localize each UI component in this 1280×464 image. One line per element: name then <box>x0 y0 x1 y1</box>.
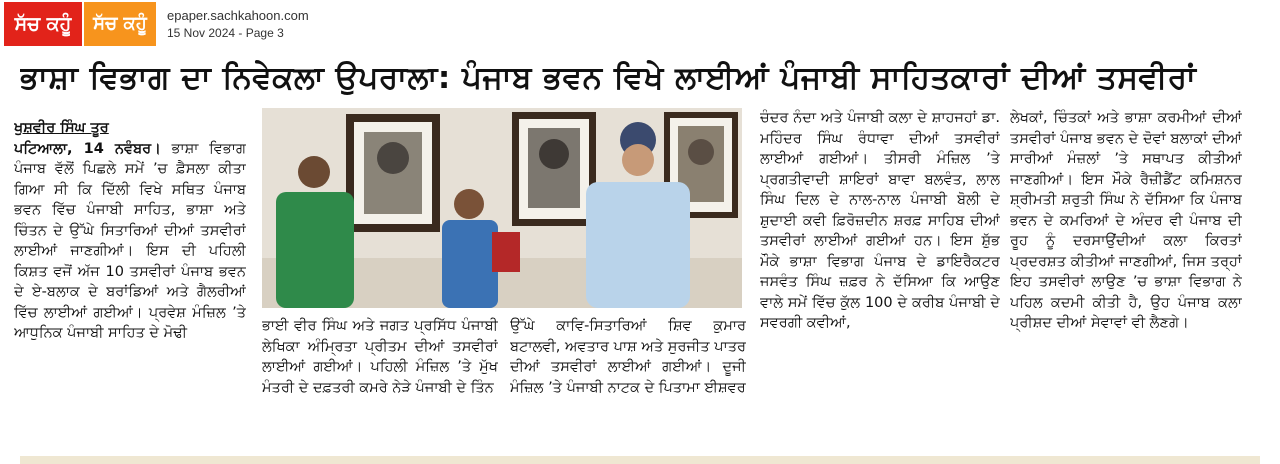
logo-left: ਸੱਚ ਕਹੂੰ <box>4 2 82 46</box>
site-url[interactable]: epaper.sachkahoon.com <box>167 8 309 23</box>
page-header <box>0 0 1280 50</box>
newspaper-logo[interactable] <box>4 2 156 46</box>
article-column-4: ਚੰਦਰ ਨੰਦਾ ਅਤੇ ਪੰਜਾਬੀ ਕਲਾ ਦੇ ਸ਼ਾਹਜਹਾਂ ਡਾ. ਮਹਿੰਦਰ ਸਿੰਘ ਰੰਧਾਵਾ ਦੀਆਂ ਤਸਵੀਰਾਂ ਲਾਈਆਂ ਗਈਆਂ। ਤੀਸਰੀ ਮੰਜ਼ਿਲ ’ਤੇ ਪ੍ਰਗਤੀਵਾਦੀ ਸ਼ਾਇਰਾਂ ਬਾਵਾ ਬਲਵੰਤ, ਲਾਲ ਸਿੰਘ ਦਿਲ ਦੇ ਨਾਲ-ਨਾਲ ਪੰਜਾਬੀ ਬੋਲੀ ਦੇ ਸ਼ੁਦਾਈ ਕਵੀ ਫ਼ਿਰੋਜ਼ਦੀਨ ਸ਼ਰਫ਼ ਸਾਹਿਬ ਦੀਆਂ ਤਸਵੀਰਾਂ ਲਾਈਆਂ ਗਈਆਂ ਹਨ। ਇਸ ਸ਼ੁੱਭ ਮੌਕੇ ਭਾਸ਼ਾ ਵਿਭਾਗ ਪੰਜਾਬ ਦੇ ਡਾਇਰੈਕਟਰ ਜਸਵੰਤ ਸਿੰਘ ਜ਼ਫ਼ਰ ਨੇ ਦੱਸਿਆ ਕਿ ਆਉਣ ਵਾਲੇ ਸਮੇਂ ਵਿੱਚ ਕੁੱਲ 100 ਦੇ ਕਰੀਬ ਪੰਜਾਬੀ ਦੇ ਸਵਰਗੀ ਕਵੀਆਂ, <box>760 110 1000 331</box>
article-column-3: ਉੱਘੇ ਕਾਵਿ-ਸਿਤਾਰਿਆਂ ਸ਼ਿਵ ਕੁਮਾਰ ਬਟਾਲਵੀ, ਅਵਤਾਰ ਪਾਸ਼ ਅਤੇ ਸੁਰਜੀਤ ਪਾਤਰ ਦੀਆਂ ਤਸਵੀਰਾਂ ਲਾਈਆਂ ਗਈਆਂ। ਦੂਜੀ ਮੰਜ਼ਿਲ ’ਤੇ ਪੰਜਾਬੀ ਨਾਟਕ ਦੇ ਪਿਤਾਮਾ ਈਸ਼ਵਰ <box>510 318 746 396</box>
column-1-text: ਭਾਸ਼ਾ ਵਿਭਾਗ ਪੰਜਾਬ ਵੱਲੋਂ ਪਿਛਲੇ ਸਮੇਂ ’ਚ ਫ਼ੈਸਲਾ ਕੀਤਾ ਗਿਆ ਸੀ ਕਿ ਦਿੱਲੀ ਵਿਖੇ ਸਥਿਤ ਪੰਜਾਬ ਭਵਨ ਵਿੱਚ ਪੰਜਾਬੀ ਸਾਹਿਤ, ਭਾਸ਼ਾ ਅਤੇ ਚਿੰਤਨ ਦੇ ਉੱਘੇ ਸਿਤਾਰਿਆਂ ਦੀਆਂ ਤਸਵੀਰਾਂ ਲਾਈਆਂ ਜਾਣਗੀਆਂ। ਇਸ ਦੀ ਪਹਿਲੀ ਕਿਸ਼ਤ ਵਜੋਂ ਅੱਜ 10 ਤਸਵੀਰਾਂ ਪੰਜਾਬ ਭਵਨ ਦੇ ਏ-ਬਲਾਕ ਦੇ ਬਰਾਂਡਿਆਂ ਅਤੇ ਗੈਲਰੀਆਂ ਵਿੱਚ ਲਾਈਆਂ ਗਈਆਂ। ਪ੍ਰਵੇਸ਼ ਮੰਜ਼ਿਲ ’ਤੇ ਆਧੁਨਿਕ ਪੰਜਾਬੀ ਸਾਹਿਤ ਦੇ ਮੋਢੀ <box>14 140 246 341</box>
next-article-edge <box>20 456 1260 464</box>
article-photo <box>262 108 742 308</box>
article-column-2: ਭਾਈ ਵੀਰ ਸਿੰਘ ਅਤੇ ਜਗਤ ਪ੍ਰਸਿੱਧ ਪੰਜਾਬੀ ਲੇਖਿਕਾ ਅੰਮ੍ਰਿਤਾ ਪ੍ਰੀਤਮ ਦੀਆਂ ਤਸਵੀਰਾਂ ਲਾਈਆਂ ਗਈਆਂ। ਪਹਿਲੀ ਮੰਜ਼ਿਲ ’ਤੇ ਮੁੱਖ ਮੰਤਰੀ ਦੇ ਦਫ਼ਤਰੀ ਕਮਰੇ ਨੇੜੇ ਪੰਜਾਬੀ ਦੇ ਤਿੰਨ <box>262 318 498 396</box>
logo-right: ਸੱਚ ਕਹੂੰ <box>84 2 156 46</box>
byline: ਖੁਸ਼ਵੀਰ ਸਿੰਘ ਤੂਰ <box>14 120 109 136</box>
photo-illustration <box>262 108 742 308</box>
dateline: ਪਟਿਆਲਾ, 14 ਨਵੰਬਰ। <box>14 140 161 157</box>
article-column-5: ਲੇਖਕਾਂ, ਚਿੰਤਕਾਂ ਅਤੇ ਭਾਸ਼ਾ ਕਰਮੀਆਂ ਦੀਆਂ ਤਸਵੀਰਾਂ ਪੰਜਾਬ ਭਵਨ ਦੇ ਦੋਵਾਂ ਬਲਾਕਾਂ ਦੀਆਂ ਸਾਰੀਆਂ ਮੰਜ਼ਲਾਂ ’ਤੇ ਸਥਾਪਤ ਕੀਤੀਆਂ ਜਾਣਗੀਆਂ। ਇਸ ਮੌਕੇ ਰੈਜ਼ੀਡੈਂਟ ਕਮਿਸ਼ਨਰ ਸ਼੍ਰੀਮਤੀ ਸ਼ਰੁਤੀ ਸਿੰਘ ਨੇ ਦੱਸਿਆ ਕਿ ਪੰਜਾਬ ਭਵਨ ਦੇ ਕਮਰਿਆਂ ਦੇ ਅੰਦਰ ਵੀ ਪੰਜਾਬ ਦੀ ਰੂਹ ਨੂੰ ਦਰਸਾਉਂਦੀਆਂ ਕਲਾ ਕਿਰਤਾਂ ਪ੍ਰਦਰਸ਼ਤ ਕੀਤੀਆਂ ਜਾਣਗੀਆਂ, ਜਿਸ ਤਰ੍ਹਾਂ ਇਹ ਤਸਵੀਰਾਂ ਲਾਉਣ ’ਚ ਭਾਸ਼ਾ ਵਿਭਾਗ ਨੇ ਪਹਿਲ ਕਦਮੀ ਕੀਤੀ ਹੈ, ਉਹ ਪੰਜਾਬ ਕਲਾ ਪ੍ਰੀਸ਼ਦ ਦੀਆਂ ਸੇਵਾਵਾਂ ਵੀ ਲੈਣਗੇ। <box>1010 110 1242 331</box>
article-headline: ਭਾਸ਼ਾ ਵਿਭਾਗ ਦਾ ਨਿਵੇਕਲਾ ਉਪਰਾਲਾ: ਪੰਜਾਬ ਭਵਨ ਵਿਖੇ ਲਾਈਆਂ ਪੰਜਾਬੀ ਸਾਹਿਤਕਾਰਾਂ ਦੀਆਂ ਤਸਵੀਰਾਂ <box>20 60 1197 96</box>
edition-date: 15 Nov 2024 - Page 3 <box>167 26 284 40</box>
article-column-1 <box>14 118 246 448</box>
